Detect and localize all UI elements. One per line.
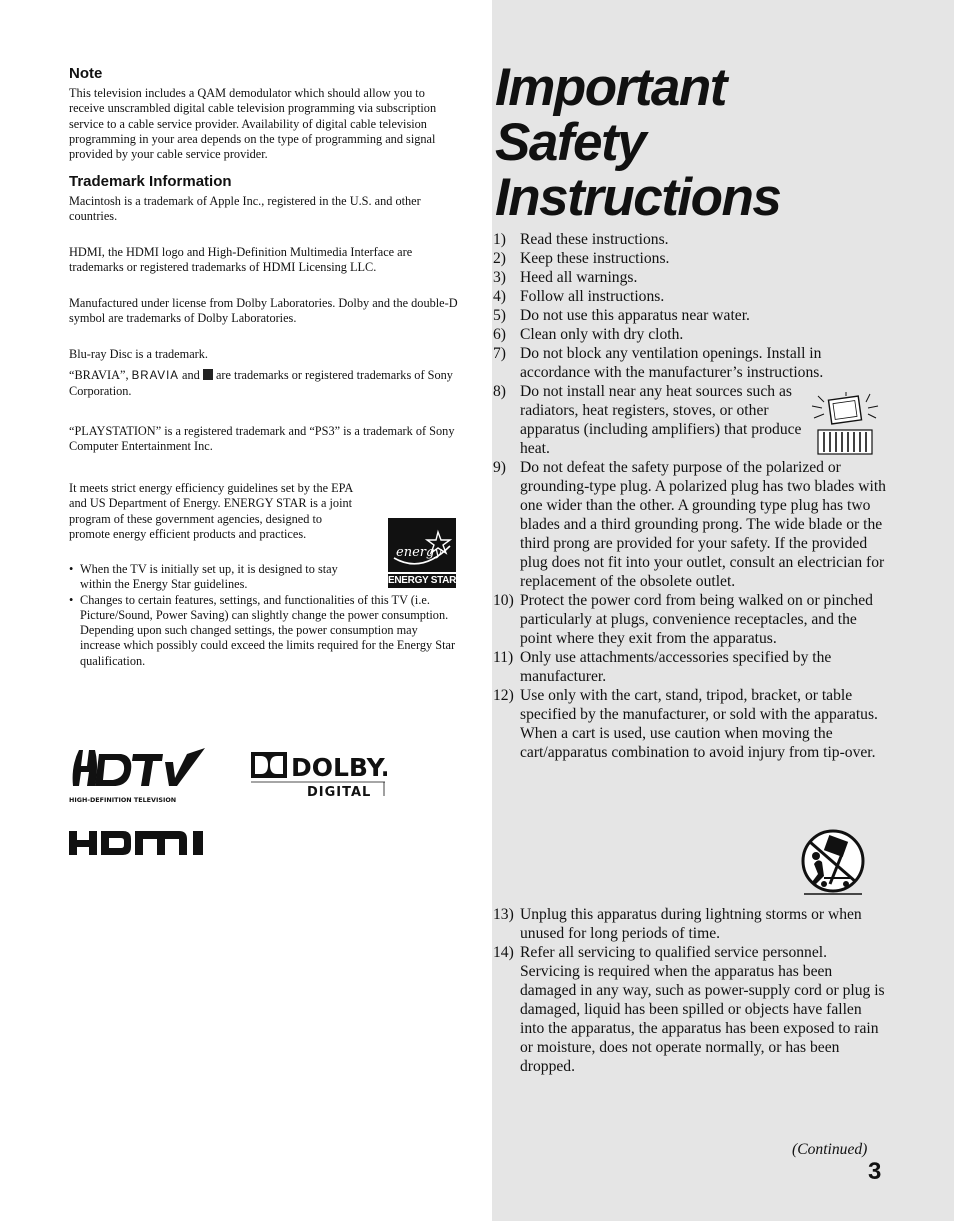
energy-text: It meets strict energy efficiency guidelines set by the EPA and US Department of Energy. ENERGY STAR is a joint program of these government agencies, designed to promote energy efficient products and practices.	[69, 481, 353, 541]
safety-instructions-list	[493, 230, 888, 762]
dolby-sub: DIGITAL	[307, 785, 372, 800]
list-item: 3) Heed all warnings.	[493, 269, 638, 286]
page-number: 3	[868, 1158, 882, 1185]
bravia-prefix: “BRAVIA”,	[69, 368, 129, 382]
bravia-symbol-icon	[203, 369, 213, 380]
hdmi-icon	[69, 828, 205, 858]
dolby-icon	[251, 750, 387, 800]
hdtv-icon	[69, 746, 209, 806]
hdtv-caption: HIGH-DEFINITION TELEVISION	[69, 796, 177, 804]
list-item: 6) Clean only with dry cloth.	[493, 326, 684, 343]
note-heading: Note	[69, 65, 103, 82]
list-item: 4) Follow all instructions.	[493, 288, 665, 305]
list-item: 13) Unplug this apparatus during lightning storms or when unused for long periods of time.	[493, 906, 862, 942]
bravia-and: and	[182, 368, 200, 382]
list-item: 1) Read these instructions.	[493, 231, 669, 248]
list-item: 12) Use only with the cart, stand, tripod, bracket, or table specified by the manufacturer, or sold with the apparatus. When a cart is used, use caution when moving the cart/apparatus combination to avoid injury from tip-over.	[493, 687, 878, 761]
trademark-macintosh: Macintosh is a trademark of Apple Inc., registered in the U.S. and other countries.	[69, 194, 421, 224]
dolby-logo	[251, 750, 387, 800]
list-item: 14) Refer all servicing to qualified service personnel. Servicing is required when the apparatus has been damaged in any way, such as power-supply cord or plug is damaged, liquid has been spilled or objects have fallen into the apparatus, the apparatus has been exposed to rain or moisture, does not operate normally, or has been dropped.	[493, 944, 885, 1075]
energy-star-band: ENERGY STAR	[388, 572, 456, 588]
trademark-heading: Trademark Information	[69, 173, 232, 190]
trademark-hdmi: HDMI, the HDMI logo and High-Definition Multimedia Interface are trademarks or registered trademarks of HDMI Licensing LLC.	[69, 245, 413, 275]
energy-script: energy	[396, 545, 442, 560]
dolby-word: DOLBY.	[291, 753, 387, 782]
page-title: Important Safety Instructions	[495, 58, 781, 227]
energy-bullet-1: • When the TV is initially set up, it is designed to stay within the Energy Star guidelines.	[69, 562, 354, 593]
list-item: 2) Keep these instructions.	[493, 250, 670, 267]
list-item: 8) Do not install near any heat sources such as radiators, heat registers, stoves, or other apparatus (including amplifiers) that produce heat.	[493, 383, 802, 457]
cart-warning-icon	[798, 828, 868, 898]
energy-bullet-2: • Changes to certain features, settings, and functionalities of this TV (i.e. Picture/Sound, Power Saving) can slightly change the power consumption. Depending upon such changed settings, the power consumption may increase which possibly could exceed the limits required for the Energy Star qualification.	[69, 593, 461, 669]
hdmi-logo	[69, 828, 205, 858]
safety-instructions-list-continued	[493, 905, 888, 1076]
list-item: 10) Protect the power cord from being walked on or pinched particularly at plugs, convenience receptacles, and the point where they exit from the apparatus.	[493, 592, 873, 647]
list-item: 5) Do not use this apparatus near water.	[493, 307, 750, 324]
bravia-suffix: are trademarks or registered trademarks of Sony Corporation.	[69, 368, 453, 399]
trademark-bluray: Blu-ray Disc is a trademark.	[69, 347, 208, 361]
trademark-dolby: Manufactured under license from Dolby Laboratories. Dolby and the double-D symbol are trademarks of Dolby Laboratories.	[69, 296, 458, 326]
list-item: 7) Do not block any ventilation openings. Install in accordance with the manufacturer’s instructions.	[493, 345, 824, 381]
note-text: This television includes a QAM demodulator which should allow you to receive unscrambled digital cable television programming via subscription service to a cable service provider. Availability of digital cable television programming in your area depends on the type of programming and signal provided by your cable service provider.	[69, 86, 437, 162]
list-item: 11) Only use attachments/accessories specified by the manufacturer.	[493, 649, 832, 685]
trademark-bravia	[69, 368, 461, 400]
list-item: 9) Do not defeat the safety purpose of the polarized or grounding-type plug. A polarized plug has two blades with one wider than the other. A grounding type plug has two blades and a third grounding prong. The wide blade or the third prong are provided for your safety. If the provided plug does not fit into your outlet, consult an electrician for replacement of the obsolete outlet.	[493, 459, 886, 590]
heat-source-icon	[806, 392, 882, 456]
hdtv-logo	[69, 746, 209, 806]
bravia-logo: BRAVIA	[131, 370, 179, 382]
continued-label: (Continued)	[792, 1141, 868, 1158]
energy-bullet-list	[69, 562, 461, 669]
trademark-playstation: “PLAYSTATION” is a registered trademark and “PS3” is a trademark of Sony Computer Entertainment Inc.	[69, 424, 455, 454]
